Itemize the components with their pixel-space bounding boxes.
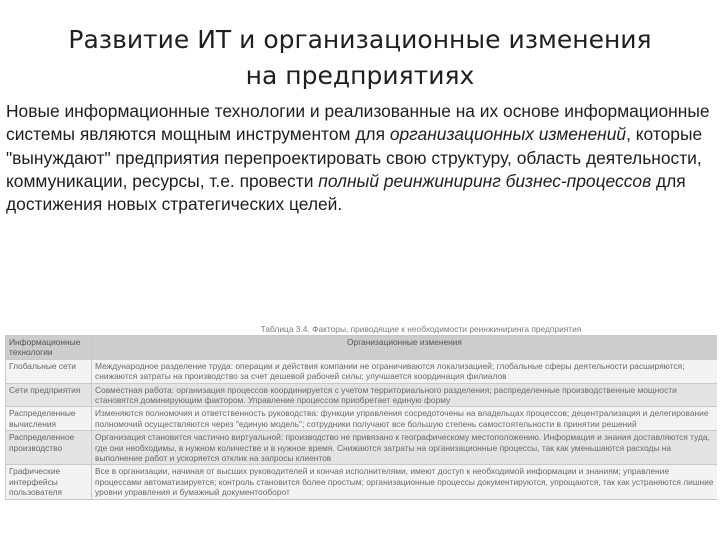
table-cell-change: Совместная работа: организация процессов координируется с учетом территориального разделения; распределенные производственные мощности становятся доминирующим фактором. Управление процессом приобретает единую форму <box>92 383 718 407</box>
table-row <box>6 465 718 499</box>
factors-table-image <box>5 324 717 536</box>
column-header-changes: Организационные изменения <box>92 336 718 360</box>
table-cell-factor: Распределенные вычисления <box>6 407 92 431</box>
paragraph-part-1: Новые информационные технологии и реализованные на их основе информационные системы являются мощным инструментом для <box>6 101 710 145</box>
table-cell-change: Организация становится частично виртуальной: производство не привязано к географическому местоположению. Информация и знания доставляются туда, где они необходимы, в нужном количестве и в нужное время. Снижаются затраты на организационные процессы, так как уменьшаются расходы на выполнение работ и ускоряется отклик на запросы клиентов <box>92 431 718 465</box>
table-cell-factor: Графические интерфейсы пользователя <box>6 465 92 499</box>
table-cell-factor: Распределенное производство <box>6 431 92 465</box>
factors-table <box>5 335 717 500</box>
table-caption: Таблица 3.4. Факторы, приводящие к необходимости реинжиниринга предприятия <box>260 324 582 334</box>
table-cell-factor: Глобальные сети <box>6 359 92 383</box>
table-row <box>6 431 718 465</box>
slide-title <box>0 22 720 94</box>
paragraph-part-3: , которые "вынуждают" предприятия перепроектировать свою структуру, область деятельности, коммуникации, ресурсы, т.е. провести <box>6 124 703 191</box>
paragraph-part-5: для достижения новых стратегических целей. <box>6 170 686 215</box>
table-cell-change: Международное разделение труда: операции и действия компании не ограничиваются локализацией; глобальные сферы деятельности расширяются; снижаются затраты на производство за счет дешевой рабочей силы; улучшается координация филиалов <box>92 359 718 383</box>
slide-title-line-1: Развитие ИТ и организационные изменения <box>68 25 652 54</box>
table-row <box>6 359 718 383</box>
paragraph-italic-2: полный реинжиниринг бизнес-процессов <box>318 170 652 191</box>
table-cell-change: Все в организации, начиная от высших руководителей и кончая исполнителями, имеют доступ к необходимой информации и знаниям; управление процессами автоматизируется; контроль становится более простым; организационные процессы документируются, упрощаются, так как устраняются лишние уровни управления и бумажный документооборот <box>92 465 718 499</box>
table-cell-factor: Сети предприятия <box>6 383 92 407</box>
table-row <box>6 383 718 407</box>
paragraph-italic-1: организационных изменений <box>389 124 627 145</box>
column-header-technologies: Информационные технологии <box>6 336 92 360</box>
table-cell-change: Изменяются полномочия и ответственность руководства: функции управления сосредоточены на владельцах процессов; децентрализация и делегирование полномочий осуществляются через "единую модель"; сотрудники получают все большую степень самостоятельности в принятии решений <box>92 407 718 431</box>
table-row <box>6 407 718 431</box>
body-paragraph <box>6 100 718 216</box>
table-header-row <box>6 336 718 360</box>
slide-title-line-2: на предприятиях <box>245 61 475 90</box>
